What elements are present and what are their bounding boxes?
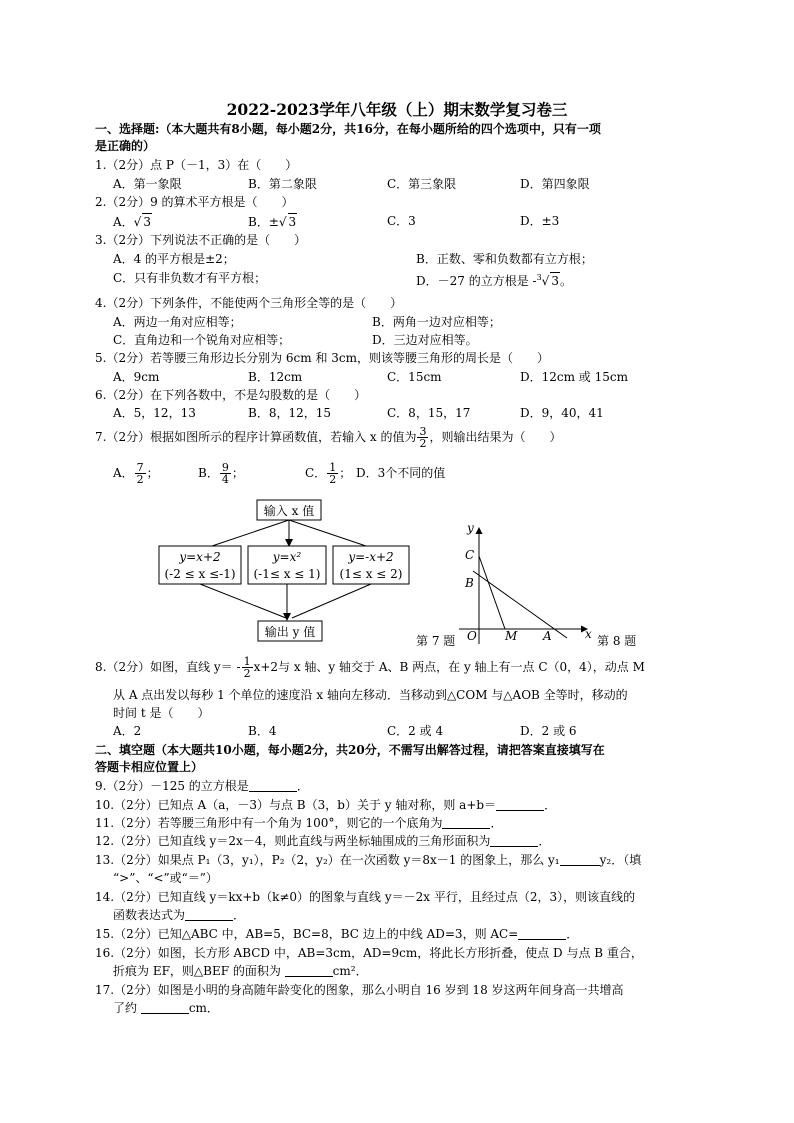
q7-option-a-den: 2 [136, 473, 144, 486]
answer-blank[interactable] [442, 816, 490, 829]
q7-option-d: D．3个不同的值 [356, 466, 446, 480]
q1-stem: 1.（2分）点 P（－1，3）在（ ） [95, 158, 298, 172]
section1-heading: 一、选择题:（本大题共有8小题，每小题2分，共16分，在每小题所给的四个选项中，只有一项 [95, 122, 601, 136]
q2-option-b [248, 213, 297, 230]
q17-line2-text: 了约 [113, 1001, 141, 1015]
flowchart-box-1-range: (-2 ≤ x ≤-1) [164, 567, 236, 581]
q2-option-a-radicand: 3 [143, 215, 151, 229]
q15 [95, 926, 578, 942]
answer-blank[interactable] [185, 908, 233, 921]
q3-option-b: B．正数、零和负数都有立方根； [416, 252, 593, 266]
sqrt-sign: √ [541, 274, 550, 288]
q7-option-b-sep: ； [231, 466, 244, 480]
flowchart-box-3-range: (1≤ x ≤ 2) [339, 567, 403, 581]
q4-option-b: B．两角一边对应相等； [372, 315, 501, 329]
q16-line2-text: 折痕为 EF，则△BEF 的面积为 [113, 964, 285, 978]
q4-stem: 4.（2分）下列条件，不能使两个三角形全等的是（ ） [95, 296, 403, 310]
section1-heading-cont: 是正确的） [95, 139, 156, 153]
q14-line1: 14.（2分）已知直线 y＝kx+b（k≠0）的图象与直线 y＝－2x 平行，且经过点（2，3），则该直线的 [95, 890, 636, 904]
q12-suffix: ． [538, 834, 551, 848]
answer-blank[interactable] [249, 779, 297, 792]
q7-fraction [417, 426, 428, 449]
q12 [95, 833, 550, 849]
q6-option-b: B．8，12，15 [248, 406, 331, 420]
q7-option-b-prefix: B． [198, 466, 219, 480]
q7-option-c-sep: ； [339, 466, 352, 480]
q7-option-c [305, 460, 351, 486]
q6-option-a: A．5，12，13 [113, 406, 196, 420]
q16-line2-suffix: cm²． [332, 964, 368, 978]
q2-option-c: C．3 [387, 214, 416, 228]
q9 [95, 778, 309, 794]
figure-label-q7: 第 7 题 [416, 634, 456, 648]
q3-option-a: A．4 的平方根是±2； [113, 252, 235, 266]
q8-line2: 从 A 点出发以每秒 1 个单位的速度沿 x 轴向左移动．当移动到△COM 与△AOB 全等时，移动的 [113, 688, 628, 702]
line-cm [479, 556, 505, 629]
q5-option-d: D．12cm 或 15cm [520, 370, 628, 384]
section2-heading: 二、填空题（本大题共10小题，每小题2分，共20分，不需写出解答过程，请把答案直接填写在 [95, 743, 605, 757]
q9-text: 9.（2分）－125 的立方根是 [95, 779, 249, 793]
flowchart-box-2-range: (-1≤ x ≤ 1) [253, 567, 321, 581]
q13-line2: “>”、“<”或“＝”） [113, 871, 218, 885]
q13 [95, 852, 641, 868]
q4-option-a: A．两边一角对应相等； [113, 315, 242, 329]
q7-option-b-den: 4 [221, 473, 229, 486]
q15-text: 15.（2分）已知△ABC 中，AB=5，BC=8，BC 边上的中线 AD=3，则 AC= [95, 927, 519, 941]
y-axis-label: y [467, 521, 474, 535]
point-c-label: C [465, 548, 475, 562]
q8-line1 [95, 654, 645, 680]
q7-option-a-prefix: A． [113, 466, 134, 480]
answer-blank[interactable] [560, 853, 600, 866]
answer-blank[interactable] [141, 1001, 189, 1014]
q8-option-a: A．2 [113, 724, 142, 738]
q1-option-a: A．第一象限 [113, 177, 182, 191]
q3-option-d-prefix: D．－27 的立方根是 - [416, 274, 537, 288]
flowchart-input-label: 输入 x 值 [263, 504, 315, 518]
answer-blank[interactable] [496, 798, 544, 811]
section2-heading-cont: 答题卡相应位置上） [95, 760, 204, 774]
q7-option-c-num: 1 [329, 461, 337, 474]
q15-suffix: ． [566, 927, 579, 941]
q11-suffix: ． [490, 816, 503, 830]
q14-line2-suffix: ． [233, 908, 246, 922]
q17-line2 [113, 1000, 219, 1016]
answer-blank[interactable] [490, 834, 538, 847]
q2-stem: 2.（2分）9 的算术平方根是（ ） [95, 195, 294, 209]
q7-stem-prefix: 7.（2分）根据如图所示的程序计算函数值，若输入 x 的值为 [95, 430, 417, 444]
figure-label-q8: 第 8 题 [597, 634, 637, 648]
q6-option-d: D．9，40，41 [520, 406, 604, 420]
q1-option-d: D．第四象限 [520, 177, 590, 191]
q8-fraction [242, 656, 253, 679]
page-title: 2022-2023学年八年级（上）期末数学复习卷三 [226, 100, 568, 119]
flowchart-figure [150, 494, 420, 646]
flow-line [289, 520, 366, 546]
q17-line2-suffix: cm． [188, 1001, 219, 1015]
q8-fraction-den: 2 [243, 667, 251, 680]
point-b-label: B [465, 576, 474, 590]
q11 [95, 815, 502, 831]
q2-option-d: D．±3 [520, 214, 560, 228]
q3-option-d [416, 270, 572, 289]
q7-stem [95, 424, 562, 450]
answer-blank[interactable] [285, 964, 333, 977]
q16-line2 [113, 963, 368, 979]
q4-option-c: C．直角边和一个锐角对应相等； [113, 333, 291, 347]
q2-option-a [113, 213, 152, 230]
flow-line [212, 520, 289, 546]
q3-stem: 3.（2分）下列说法不正确的是（ ） [95, 233, 307, 247]
q10 [95, 797, 556, 813]
q6-stem: 6.（2分）在下列各数中，不是勾股数的是（ ） [95, 388, 367, 402]
q10-text: 10.（2分）已知点 A（a，－3）与点 B（3，b）关于 y 轴对称，则 a+b＝ [95, 798, 497, 812]
flow-line [292, 584, 371, 618]
q2-option-b-radicand: 3 [288, 215, 297, 229]
q9-suffix: ． [296, 779, 309, 793]
q17-line1: 17.（2分）如图是小明的身高随年龄变化的图象，那么小明自 16 岁到 18 岁这两年间身高一共增高 [95, 983, 624, 997]
x-axis-label: x [585, 627, 592, 641]
q10-suffix: ． [544, 798, 557, 812]
q5-option-c: C．15cm [387, 370, 442, 384]
q4-option-d: D．三边对应相等。 [372, 333, 478, 347]
q3-option-d-root-index: 3 [536, 273, 542, 282]
q7-option-a-fraction [135, 462, 146, 485]
sqrt-sign: √ [133, 215, 142, 229]
q14-line2-text: 函数表达式为 [113, 908, 186, 922]
q6-option-c: C．8，15，17 [387, 406, 471, 420]
q1-option-b: B．第二象限 [248, 177, 317, 191]
point-a-label: A [543, 629, 552, 643]
q7-option-b-num: 9 [221, 461, 229, 474]
coordinate-graph-figure [455, 516, 597, 648]
q2-option-a-prefix: A． [113, 215, 134, 229]
q7-option-a-num: 7 [136, 461, 144, 474]
q7-option-c-prefix: C． [305, 466, 327, 480]
q8-line3: 时间 t 是（ ） [113, 706, 210, 720]
flowchart-box-2-formula: y=x² [272, 550, 302, 564]
q7-option-b [198, 460, 244, 486]
q7-fraction-den: 2 [419, 437, 427, 450]
sqrt-sign: √ [278, 215, 287, 229]
q1-option-c: C．第三象限 [387, 177, 457, 191]
q7-option-c-fraction [327, 462, 338, 485]
q13-suffix: y₂．（填 [599, 853, 642, 867]
q7-fraction-num: 3 [419, 425, 427, 438]
point-m-label: M [505, 629, 518, 643]
q5-option-b: B．12cm [248, 370, 303, 384]
q8-fraction-num: 1 [243, 655, 251, 668]
q5-stem: 5.（2分）若等腰三角形边长分别为 6cm 和 3cm，则该等腰三角形的周长是（ ） [95, 351, 549, 365]
q8-line1-prefix: 8.（2分）如图，直线 y＝ - [95, 660, 241, 674]
q5-option-a: A．9cm [113, 370, 160, 384]
q16-line1: 16.（2分）如图，长方形 ABCD 中，AB=3cm，AD=9cm，将此长方形折叠，使点 D 与点 B 重合， [95, 946, 643, 960]
origin-label: O [467, 629, 477, 643]
q7-option-a-sep: ； [146, 466, 159, 480]
q2-option-b-prefix: B．± [248, 215, 279, 229]
q7-option-b-fraction [220, 462, 231, 485]
q12-text: 12.（2分）已知直线 y＝2x－4，则此直线与两坐标轴围成的三角形面积为 [95, 834, 491, 848]
q11-text: 11.（2分）若等腰三角形中有一个角为 100°，则它的一个底角为 [95, 816, 443, 830]
flow-line [200, 584, 286, 618]
q3-option-d-suffix: 。 [559, 274, 572, 288]
q8-option-b: B．4 [248, 724, 277, 738]
q8-option-c: C．2 或 4 [387, 724, 444, 738]
q7-option-c-den: 2 [329, 473, 337, 486]
q7-option-a [113, 460, 159, 486]
q8-option-d: D．2 或 6 [520, 724, 577, 738]
q7-stem-suffix: ，则输出结果为（ ） [429, 430, 562, 444]
q8-line1-suffix: x+2与 x 轴、y 轴交于 A、B 两点，在 y 轴上有一点 C（0，4），动点 M [253, 660, 645, 674]
q14-line2 [113, 907, 245, 923]
flowchart-box-3-formula: y=-x+2 [348, 550, 394, 564]
flowchart-box-1-formula: y=x+2 [179, 550, 221, 564]
q3-option-d-radicand: 3 [551, 274, 559, 288]
q3-option-c: C．只有非负数才有平方根； [113, 271, 267, 285]
q13-text: 13.（2分）如果点 P₁（3，y₁），P₂（2，y₂）在一次函数 y＝8x－1 的图象上，那么 y₁ [95, 853, 560, 867]
line-ab [473, 571, 567, 638]
flowchart-output-label: 输出 y 值 [264, 625, 316, 639]
answer-blank[interactable] [518, 927, 566, 940]
